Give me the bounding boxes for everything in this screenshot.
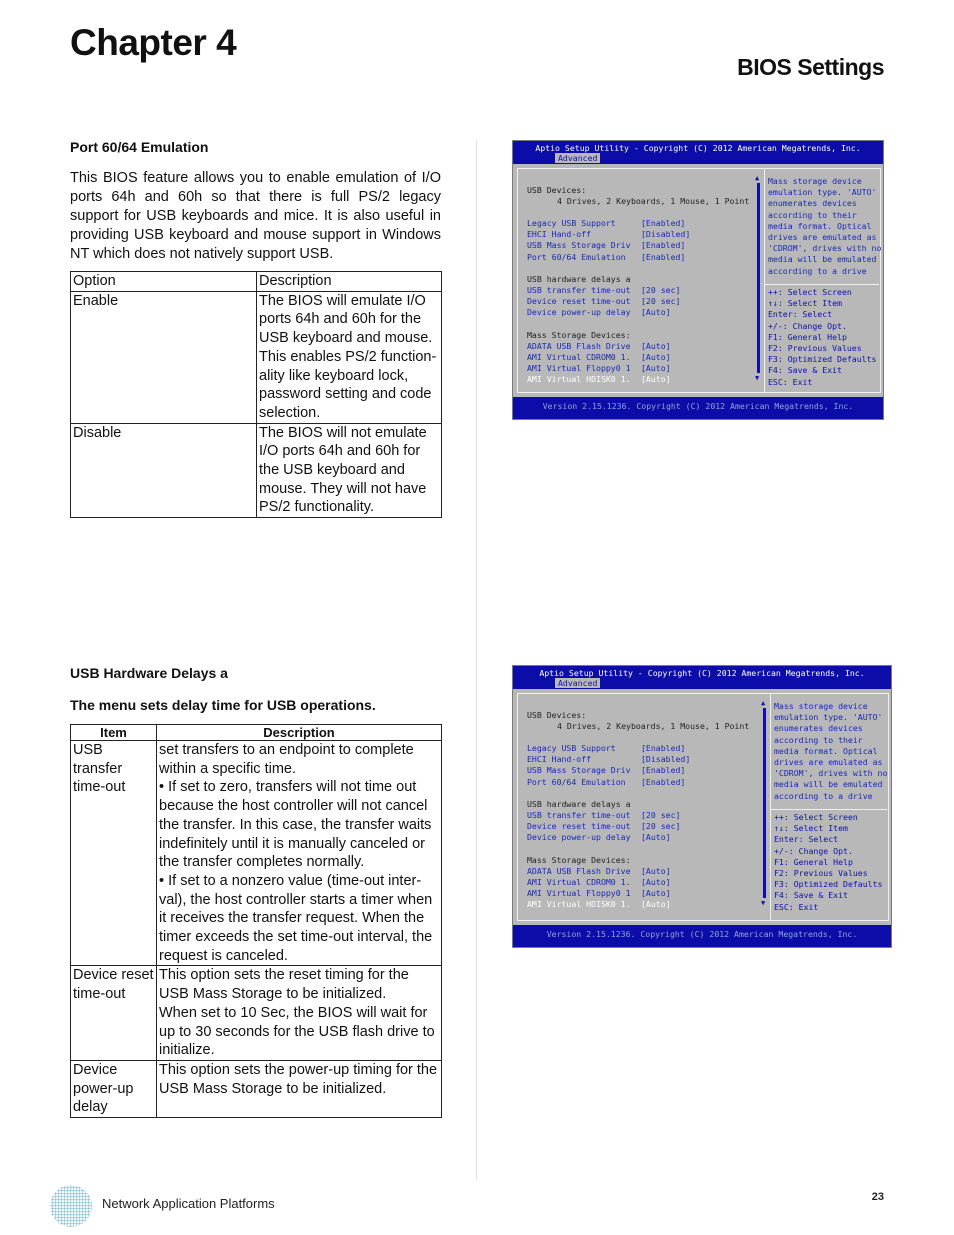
bios-mass-device-label: ADATA USB Flash Drive xyxy=(527,865,631,876)
bios-key-hint: Enter: Select xyxy=(768,309,833,320)
bios-key-hint: ↑↓: Select Item xyxy=(768,298,842,309)
port-emulation-paragraph: This BIOS feature allows you to enable emulation of I/O ports 64h and 60h so that there is full PS/2 legacy support for USB keyboards and mice. It is also useful in providing USB keyboard and mouse support in Windows NT which does not natively support USB. xyxy=(70,170,441,262)
bios-delay-value: [20 sec] xyxy=(641,296,681,307)
bios-help-separator xyxy=(765,284,879,285)
bios-mass-label: Mass Storage Devices: xyxy=(527,854,631,865)
bios-help-line: enumerates devices xyxy=(768,198,857,209)
company-logo-icon xyxy=(48,1183,94,1229)
bios-setting-value: [Enabled] xyxy=(641,743,686,753)
bios-key-hint: F3: Optimized Defaults xyxy=(768,354,877,365)
usb-delays-heading: USB Hardware Delays a xyxy=(70,665,228,681)
bios-setting-value: [Enabled] xyxy=(641,240,686,251)
bios-usb-devices-label: USB Devices: xyxy=(527,710,587,720)
bios-setting-value: [Enabled] xyxy=(641,776,686,787)
bios-mass-device-label: ADATA USB Flash Drive xyxy=(527,340,631,351)
table-header-row xyxy=(71,725,442,741)
bios-mass-device-label: AMI Virtual HDISK0 1. xyxy=(527,374,631,385)
bios-delay-label: USB transfer time-out xyxy=(527,810,631,820)
bios-delay-value: [20 sec] xyxy=(641,810,681,820)
bios-usb-devices-label: USB Devices: xyxy=(527,185,587,195)
bios-panel-divider xyxy=(770,693,771,921)
bios-mass-device-label: AMI Virtual CDROM0 1. xyxy=(527,352,631,362)
bios-delay-value: [20 sec] xyxy=(641,285,681,295)
bios-delays-label: USB hardware delays a xyxy=(527,798,631,809)
bios-mass-device-value: [Auto] xyxy=(641,340,671,351)
bios-key-hint: Enter: Select xyxy=(774,834,839,845)
column-header-description: Description xyxy=(157,725,442,741)
bios-key-hint: +/-: Change Opt. xyxy=(774,845,853,856)
bios-setting-label: Legacy USB Support xyxy=(527,743,616,753)
bios-version-bar: Version 2.15.1236. Copyright (C) 2012 American Megatrends, Inc. xyxy=(513,925,891,947)
chapter-title: Chapter 4 xyxy=(70,22,237,63)
bios-key-hint: F3: Optimized Defaults xyxy=(774,879,883,890)
description-line: When set to 10 Sec, the BIOS will wait for up to 30 seconds for the USB flash drive to initialize. xyxy=(159,1004,435,1059)
bios-mass-label: Mass Storage Devices: xyxy=(527,329,631,340)
bios-delays-label: USB hardware delays a xyxy=(527,273,631,284)
bios-panel-divider xyxy=(764,168,765,393)
item-cell: USB transfer time-out xyxy=(71,741,157,966)
table-row xyxy=(71,966,442,1061)
column-header-item: Item xyxy=(71,725,157,741)
description-bullet: • If set to a nonzero value (time-out inter-val), the host controller starts a timer when it receives the transfer request. When the timer exceeds the set time-out interval, the request is canceled. xyxy=(159,872,433,964)
bios-delay-label: Device reset time-out xyxy=(527,296,631,307)
bios-setting-label: Port 60/64 Emulation xyxy=(527,776,626,787)
bios-version-bar: Version 2.15.1236. Copyright (C) 2012 American Megatrends, Inc. xyxy=(513,397,883,419)
bios-delay-value: [Auto] xyxy=(641,307,671,318)
scroll-up-arrow-icon: ▲ xyxy=(761,699,766,707)
description-cell: The BIOS will not emulate I/O ports 64h and 60h for the USB keyboard and mouse. They will not have PS/2 functionality. xyxy=(257,423,442,518)
bios-help-line: Mass storage device xyxy=(768,176,862,186)
bios-screenshot-usb-delays xyxy=(512,665,892,948)
table-header-row xyxy=(71,272,442,292)
bios-help-line: enumerates devices xyxy=(774,723,863,734)
bios-key-hint: +/-: Change Opt. xyxy=(768,320,847,331)
bios-help-line: 'CDROM', drives with no xyxy=(774,768,888,779)
bios-help-line: media will be emulated xyxy=(768,254,877,265)
bios-mass-device-value: [Auto] xyxy=(641,352,671,362)
bios-title: Aptio Setup Utility - Copyright (C) 2012 American Megatrends, Inc. xyxy=(539,668,865,678)
bios-screenshot-port-emulation xyxy=(512,140,884,420)
bios-help-line: 'CDROM', drives with no xyxy=(768,243,882,254)
bios-help-separator xyxy=(771,809,887,810)
bios-delay-value: [20 sec] xyxy=(641,821,681,832)
option-cell: Disable xyxy=(71,423,257,518)
item-cell: Device reset time-out xyxy=(71,966,157,1061)
bios-scrollbar xyxy=(763,708,766,898)
bios-key-hint: ↑↓: Select Item xyxy=(774,823,848,834)
bios-help-line: media format. Optical xyxy=(774,745,878,756)
port-options-table xyxy=(70,271,442,518)
bios-key-hint: F2: Previous Values xyxy=(774,868,868,878)
bios-key-hint: ESC: Exit xyxy=(768,376,813,387)
bios-key-hint: F1: General Help xyxy=(774,856,853,867)
bios-setting-value: [Enabled] xyxy=(641,765,686,776)
bios-title: Aptio Setup Utility - Copyright (C) 2012 American Megatrends, Inc. xyxy=(535,143,861,153)
column-divider xyxy=(476,140,477,1180)
bios-setting-value: [Disabled] xyxy=(641,754,691,765)
bios-delay-label: Device power-up delay xyxy=(527,832,631,843)
bios-scrollbar xyxy=(757,183,760,373)
bios-key-hint: F4: Save & Exit xyxy=(774,890,848,901)
bios-usb-devices-value: 4 Drives, 2 Keyboards, 1 Mouse, 1 Point xyxy=(557,196,750,206)
column-header-option: Option xyxy=(71,272,257,292)
section-title: BIOS Settings xyxy=(737,54,884,80)
bios-key-hint: F2: Previous Values xyxy=(768,343,862,353)
bios-setting-label: Port 60/64 Emulation xyxy=(527,251,626,262)
column-header-description: Description xyxy=(257,272,442,292)
bios-mass-device-value: [Auto] xyxy=(641,888,671,899)
bios-setting-label: USB Mass Storage Driv xyxy=(527,765,631,776)
bios-mass-device-value: [Auto] xyxy=(641,877,671,887)
bios-help-line: according to a drive xyxy=(774,790,873,801)
item-cell: Device power-up delay xyxy=(71,1060,157,1117)
bios-help-line: according to a drive xyxy=(768,265,867,276)
bios-title-bar xyxy=(513,141,883,164)
bios-mass-device-value: [Auto] xyxy=(641,374,671,385)
bios-tab-advanced[interactable]: Advanced xyxy=(555,153,600,163)
bios-help-line: media format. Optical xyxy=(768,220,872,231)
bios-mass-device-label: AMI Virtual Floppy0 1 xyxy=(527,888,631,899)
bios-title-bar xyxy=(513,666,891,689)
bios-usb-devices-value: 4 Drives, 2 Keyboards, 1 Mouse, 1 Point xyxy=(557,721,750,731)
bios-key-hint: ++: Select Screen xyxy=(768,287,852,297)
bios-help-line: emulation type. 'AUTO' xyxy=(768,187,877,198)
bios-setting-label: EHCI Hand-off xyxy=(527,229,592,240)
bios-delay-label: Device power-up delay xyxy=(527,307,631,318)
bios-help-line: according to their xyxy=(768,209,857,220)
page-number: 23 xyxy=(871,1191,884,1203)
scroll-down-arrow-icon: ▼ xyxy=(755,374,760,382)
bios-key-hint: ++: Select Screen xyxy=(774,812,858,822)
table-row xyxy=(71,291,442,423)
description-cell xyxy=(157,966,442,1061)
bios-help-line: according to their xyxy=(774,734,863,745)
description-cell xyxy=(157,741,442,966)
bios-delay-label: USB transfer time-out xyxy=(527,285,631,295)
bios-key-hint: F4: Save & Exit xyxy=(768,365,842,376)
description-line: This option sets the power-up timing for the USB Mass Storage to be initialized. xyxy=(159,1061,438,1097)
bios-setting-label: Legacy USB Support xyxy=(527,218,616,228)
bios-setting-value: [Enabled] xyxy=(641,218,686,228)
bios-help-line: emulation type. 'AUTO' xyxy=(774,712,883,723)
bios-mass-device-label: AMI Virtual CDROM0 1. xyxy=(527,877,631,887)
bios-delay-value: [Auto] xyxy=(641,832,671,843)
footer-company-name: Network Application Platforms xyxy=(102,1196,275,1211)
bios-setting-label: USB Mass Storage Driv xyxy=(527,240,631,251)
bios-setting-value: [Disabled] xyxy=(641,229,691,240)
bios-key-hint: F1: General Help xyxy=(768,331,847,342)
bios-help-line: drives are emulated as xyxy=(774,757,883,767)
option-cell: Enable xyxy=(71,291,257,423)
table-row xyxy=(71,423,442,518)
bios-setting-label: EHCI Hand-off xyxy=(527,754,592,765)
usb-delays-subheading: The menu sets delay time for USB operations. xyxy=(70,697,376,713)
bios-mass-device-value: [Auto] xyxy=(641,899,671,910)
bios-mass-device-value: [Auto] xyxy=(641,865,671,876)
table-row xyxy=(71,1060,442,1117)
description-cell xyxy=(157,1060,442,1117)
description-line: set transfers to an endpoint to complete within a specific time. xyxy=(159,742,414,777)
description-line: This option sets the reset timing for the USB Mass Storage to be initialized. xyxy=(159,967,409,1003)
bios-mass-device-label: AMI Virtual Floppy0 1 xyxy=(527,363,631,374)
bios-key-hint: ESC: Exit xyxy=(774,901,819,912)
description-cell: The BIOS will emulate I/O ports 64h and 60h for the USB keyboard and mouse. This enables PS/2 function-ality like keyboard lock, password setting and code selection. xyxy=(257,291,442,423)
bios-help-line: Mass storage device xyxy=(774,701,868,711)
scroll-down-arrow-icon: ▼ xyxy=(761,899,766,907)
description-bullet: • If set to zero, transfers will not time out because the host controller will not cancel the transfer. In this case, the transfer waits indefinitely until it is manually canceled or the transfer completes normally. xyxy=(159,779,432,871)
bios-help-line: media will be emulated xyxy=(774,779,883,790)
bios-mass-device-value: [Auto] xyxy=(641,363,671,374)
bios-mass-device-label: AMI Virtual HDISK0 1. xyxy=(527,899,631,910)
bios-help-line: drives are emulated as xyxy=(768,232,877,242)
port-emulation-heading: Port 60/64 Emulation xyxy=(70,139,209,155)
table-row xyxy=(71,741,442,966)
bios-tab-advanced[interactable]: Advanced xyxy=(555,678,600,688)
bios-delay-label: Device reset time-out xyxy=(527,821,631,832)
bios-setting-value: [Enabled] xyxy=(641,251,686,262)
usb-delays-table xyxy=(70,724,442,1118)
scroll-up-arrow-icon: ▲ xyxy=(755,174,760,182)
